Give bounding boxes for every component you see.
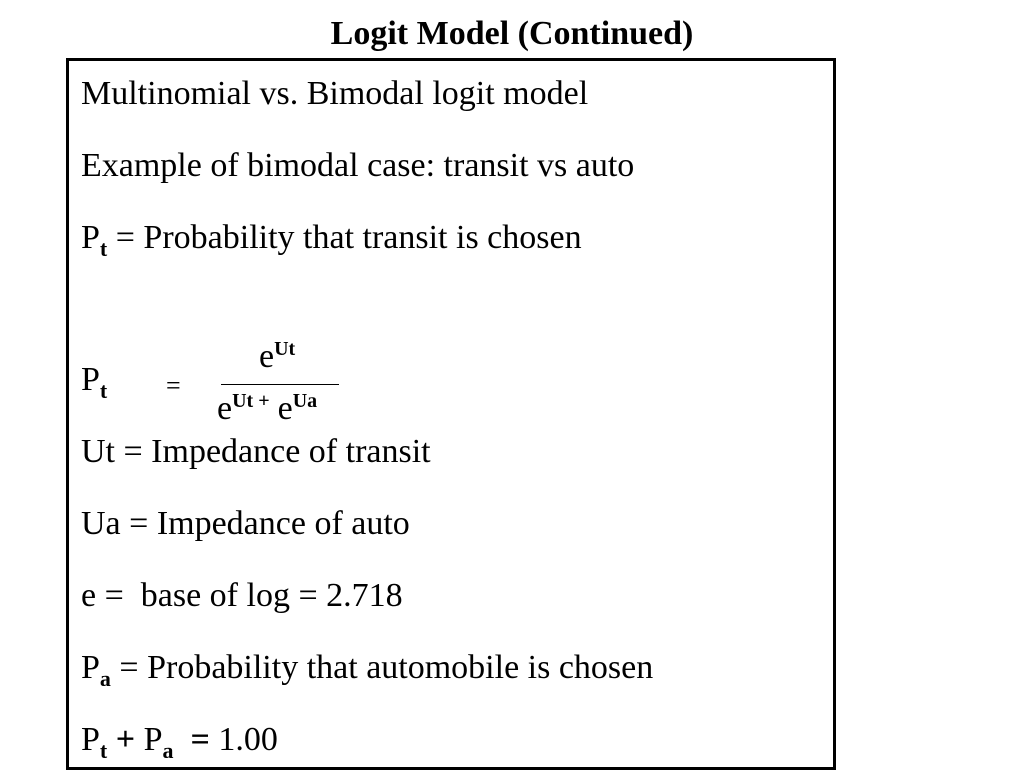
- fraction-bar: [221, 384, 339, 385]
- pa-definition: [81, 648, 653, 691]
- example-line: Example of bimodal case: transit vs auto: [81, 147, 635, 184]
- formula-lhs-subscript: t: [99, 378, 108, 403]
- sum-sub1: t: [99, 738, 108, 763]
- denominator-base-2: e: [277, 390, 293, 427]
- sum-p2: P: [143, 721, 163, 758]
- pt-symbol: P: [81, 219, 100, 256]
- formula-equals: =: [166, 371, 181, 400]
- formula-denominator: [217, 389, 317, 433]
- pa-symbol: P: [81, 649, 100, 686]
- sum-sub2: a: [162, 738, 174, 763]
- sum-plus: +: [107, 721, 144, 758]
- sum-equals: =: [173, 721, 219, 758]
- slide-title: Logit Model (Continued): [330, 15, 694, 52]
- content-box: [66, 58, 836, 770]
- formula-lhs-symbol: P: [81, 361, 100, 398]
- numerator-exponent: Ut: [274, 338, 296, 360]
- heading-line: Multinomial vs. Bimodal logit model: [81, 75, 589, 112]
- numerator-base: e: [259, 338, 275, 375]
- pa-definition-text: = Probability that automobile is chosen: [110, 649, 654, 686]
- formula-numerator: [259, 337, 295, 381]
- e-definition: e = base of log = 2.718: [81, 577, 403, 614]
- denominator-exponent-1: Ut +: [232, 390, 270, 412]
- probability-sum: [81, 720, 278, 763]
- denominator-exponent-2: Ua: [292, 390, 318, 412]
- pt-definition: [81, 218, 582, 261]
- pa-subscript: a: [99, 666, 111, 691]
- pt-definition-text: = Probability that transit is chosen: [107, 219, 582, 256]
- sum-value: 1.00: [218, 721, 278, 758]
- ua-definition: Ua = Impedance of auto: [81, 505, 410, 542]
- ut-definition: Ut = Impedance of transit: [81, 433, 431, 470]
- formula-lhs: [81, 360, 107, 403]
- sum-p1: P: [81, 721, 100, 758]
- denominator-base-1: e: [217, 390, 233, 427]
- pt-subscript: t: [99, 236, 108, 261]
